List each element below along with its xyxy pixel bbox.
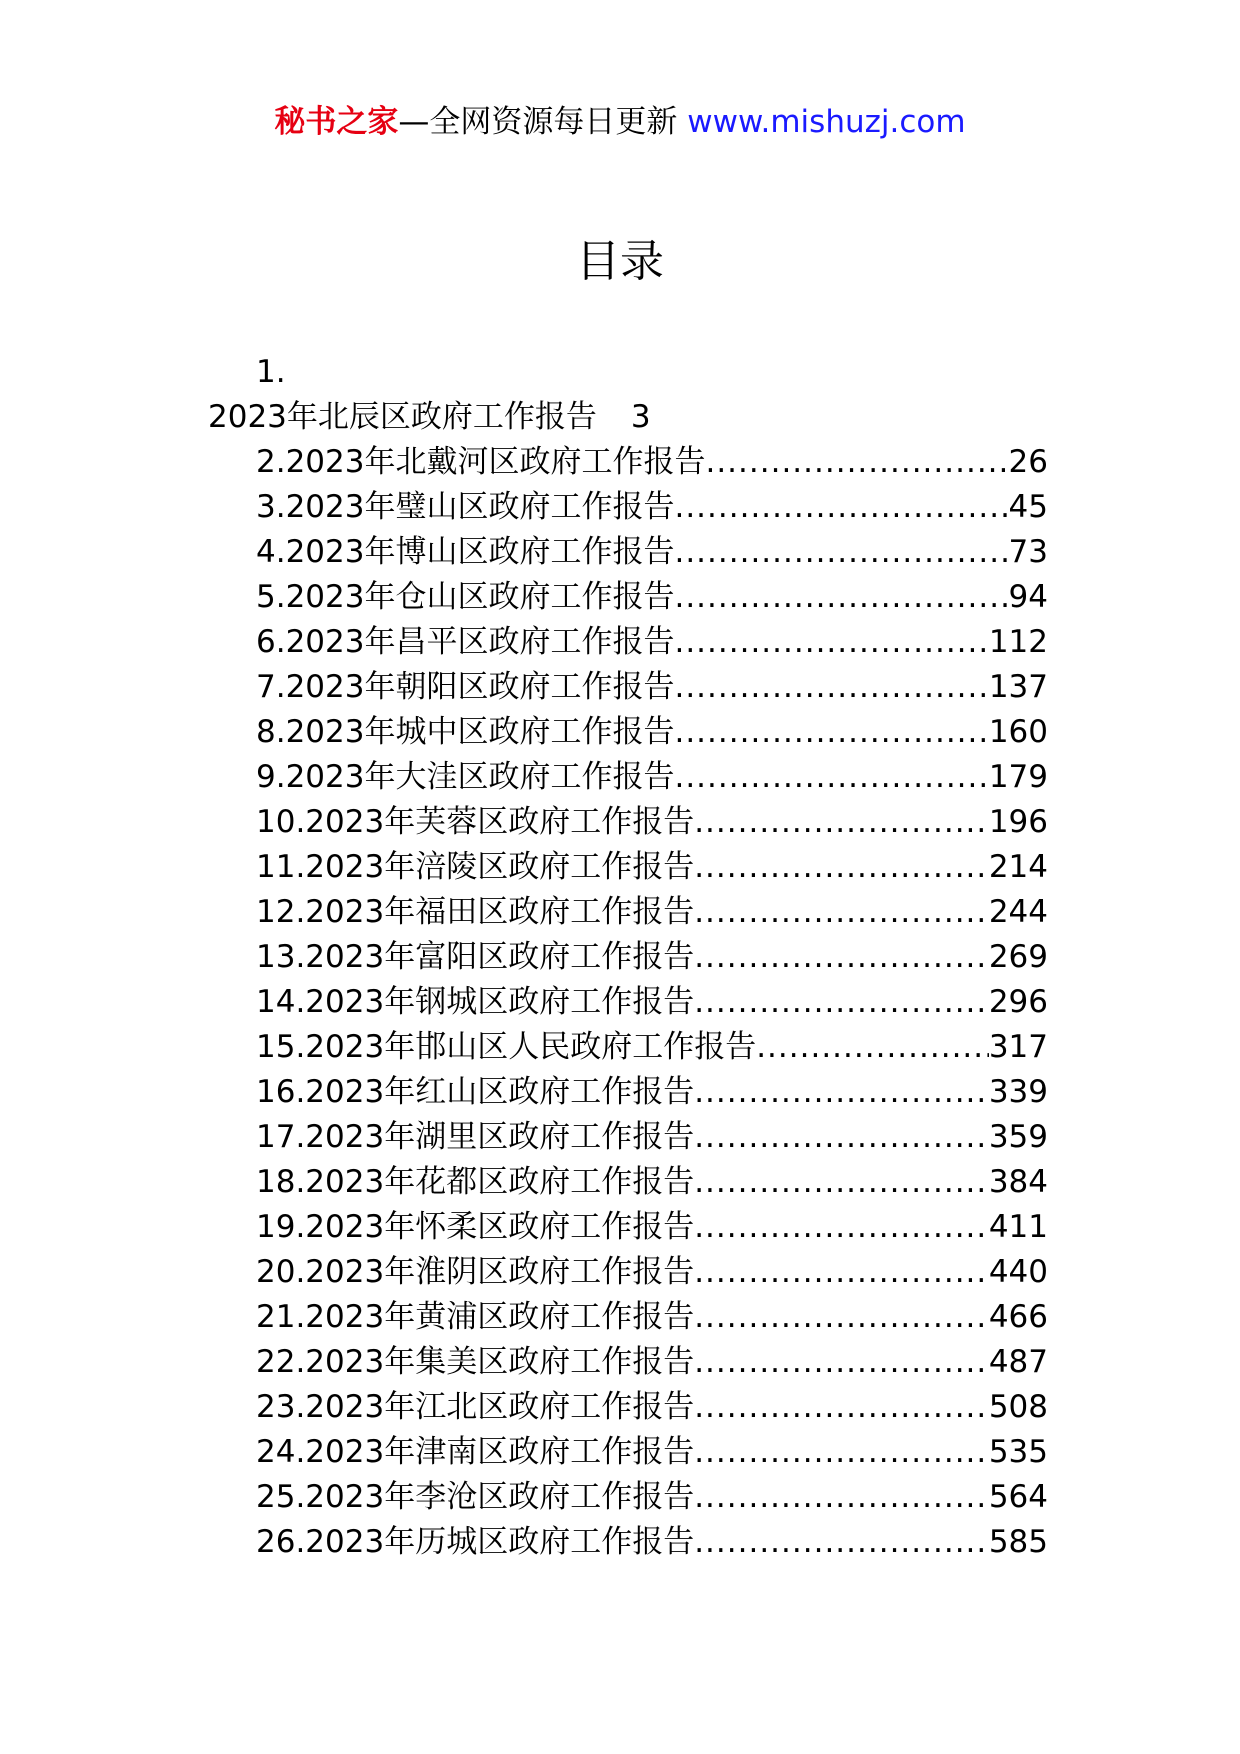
toc-entry-leader-dots: [694, 1295, 989, 1340]
toc-entry-text: 10.2023年芙蓉区政府工作报告: [256, 804, 695, 840]
toc-entry-page: 179: [988, 759, 1048, 795]
toc-entry-1-page: 3: [630, 399, 651, 435]
toc-entry-1-number: 1.: [256, 354, 286, 390]
toc-entry[interactable]: [256, 1070, 1048, 1115]
toc-entry-text: 11.2023年涪陵区政府工作报告: [256, 849, 695, 885]
toc-entry-leader-dots: [694, 1250, 989, 1295]
toc-entry-page: 269: [988, 939, 1048, 975]
toc-entry[interactable]: [256, 935, 1048, 980]
toc-entry-text: 8.2023年城中区政府工作报告: [256, 714, 675, 750]
toc-entry-page: 466: [988, 1299, 1048, 1335]
toc-entry-text: 22.2023年集美区政府工作报告: [256, 1344, 695, 1380]
toc-entry-text: 18.2023年花都区政府工作报告: [256, 1164, 695, 1200]
toc-entry-page: 339: [988, 1074, 1048, 1110]
toc-entry-page: 296: [988, 984, 1048, 1020]
toc-entry-text: 7.2023年朝阳区政府工作报告: [256, 669, 675, 705]
toc-entry[interactable]: [256, 1205, 1048, 1250]
toc-entry[interactable]: [256, 755, 1048, 800]
toc-entry-leader-dots: [705, 440, 1008, 485]
toc-entry-text: 19.2023年怀柔区政府工作报告: [256, 1209, 695, 1245]
toc-entry-page: 508: [988, 1389, 1048, 1425]
toc-entry-leader-dots: [694, 1520, 989, 1565]
toc-entry-text: 3.2023年璧山区政府工作报告: [256, 489, 675, 525]
toc-entry-page: 317: [988, 1029, 1048, 1065]
toc-entry-page: 440: [988, 1254, 1048, 1290]
toc-entry-page: 160: [988, 714, 1048, 750]
toc-entry[interactable]: [256, 800, 1048, 845]
toc-entry-list: [256, 440, 1048, 1565]
toc-entry-text: 13.2023年富阳区政府工作报告: [256, 939, 695, 975]
header-tagline: —全网资源每日更新: [398, 104, 678, 140]
toc-entry-leader-dots: [674, 575, 1008, 620]
toc-entry-leader-dots: [674, 530, 1008, 575]
toc-entry-leader-dots: [674, 710, 988, 755]
toc-entry-text: 14.2023年钢城区政府工作报告: [256, 984, 695, 1020]
toc-entry-page: 196: [988, 804, 1048, 840]
toc-entry-page: 26: [1008, 444, 1048, 480]
toc-entry[interactable]: [256, 1520, 1048, 1565]
toc-entry-text: 9.2023年大洼区政府工作报告: [256, 759, 675, 795]
toc-entry-page: 411: [988, 1209, 1048, 1245]
toc-entry-page: 112: [988, 624, 1048, 660]
toc-entry-text: 25.2023年李沧区政府工作报告: [256, 1479, 695, 1515]
toc-entry[interactable]: [256, 845, 1048, 890]
toc-entry-leader-dots: [674, 485, 1008, 530]
toc-entry-leader-dots: [694, 800, 989, 845]
toc-entry-page: 359: [988, 1119, 1048, 1155]
toc-entry[interactable]: [256, 980, 1048, 1025]
toc-entry-leader-dots: [674, 620, 988, 665]
toc-entry-1[interactable]: [208, 395, 651, 439]
toc-entry-text: 6.2023年昌平区政府工作报告: [256, 624, 675, 660]
toc-entry[interactable]: [256, 1295, 1048, 1340]
toc-entry-leader-dots: [694, 980, 989, 1025]
toc-entry-text: 5.2023年仓山区政府工作报告: [256, 579, 675, 615]
toc-entry-text: 4.2023年博山区政府工作报告: [256, 534, 675, 570]
toc-entry[interactable]: [256, 1340, 1048, 1385]
toc-entry-text: 20.2023年淮阴区政府工作报告: [256, 1254, 695, 1290]
toc-entry[interactable]: [256, 1385, 1048, 1430]
toc-entry-leader-dots: [694, 1340, 989, 1385]
toc-entry-leader-dots: [694, 1385, 989, 1430]
toc-entry[interactable]: [256, 1160, 1048, 1205]
toc-entry[interactable]: [256, 485, 1048, 530]
toc-entry[interactable]: [256, 665, 1048, 710]
toc-entry-text: 26.2023年历城区政府工作报告: [256, 1524, 695, 1560]
toc-entry-text: 15.2023年邯山区人民政府工作报告: [256, 1029, 757, 1065]
toc-entry-page: 73: [1008, 534, 1048, 570]
toc-entry-text: 24.2023年津南区政府工作报告: [256, 1434, 695, 1470]
toc-entry-page: 244: [988, 894, 1048, 930]
toc-entry-leader-dots: [694, 1160, 989, 1205]
toc-entry-leader-dots: [756, 1025, 989, 1070]
toc-entry[interactable]: [256, 1475, 1048, 1520]
page-header: [0, 100, 1240, 144]
toc-entry[interactable]: [256, 440, 1048, 485]
toc-entry-page: 137: [988, 669, 1048, 705]
toc-title: 目录: [576, 236, 664, 287]
toc-entry[interactable]: [256, 890, 1048, 935]
toc-entry[interactable]: [256, 575, 1048, 620]
toc-entry-page: 94: [1008, 579, 1048, 615]
toc-entry-text: 21.2023年黄浦区政府工作报告: [256, 1299, 695, 1335]
toc-entry[interactable]: [256, 1250, 1048, 1295]
toc-entry-leader-dots: [674, 755, 988, 800]
toc-entry-text: 2.2023年北戴河区政府工作报告: [256, 444, 706, 480]
toc-entry-leader-dots: [694, 1205, 989, 1250]
toc-entry-text: 16.2023年红山区政府工作报告: [256, 1074, 695, 1110]
toc-entry-leader-dots: [694, 1115, 989, 1160]
website-link[interactable]: www.mishuzj.com: [687, 104, 966, 140]
toc-entry-1-text: 2023年北辰区政府工作报告: [208, 399, 597, 435]
toc-entry-leader-dots: [674, 665, 988, 710]
toc-entry-page: 45: [1008, 489, 1048, 525]
toc-entry[interactable]: [256, 710, 1048, 755]
toc-entry-page: 487: [988, 1344, 1048, 1380]
toc-entry-page: 564: [988, 1479, 1048, 1515]
toc-entry[interactable]: [256, 1430, 1048, 1475]
brand-name: 秘书之家: [274, 104, 399, 140]
toc-entry-leader-dots: [694, 1475, 989, 1520]
toc-entry[interactable]: [256, 1025, 1048, 1070]
toc-entry-leader-dots: [694, 1430, 989, 1475]
toc-entry[interactable]: [256, 530, 1048, 575]
toc-entry-leader-dots: [694, 890, 989, 935]
toc-entry-leader-dots: [694, 1070, 989, 1115]
toc-entry-text: 12.2023年福田区政府工作报告: [256, 894, 695, 930]
toc-entry-page: 535: [988, 1434, 1048, 1470]
toc-entry[interactable]: [256, 1115, 1048, 1160]
toc-entry-leader-dots: [694, 935, 989, 980]
toc-entry-text: 23.2023年江北区政府工作报告: [256, 1389, 695, 1425]
toc-entry-page: 214: [988, 849, 1048, 885]
toc-entry-leader-dots: [694, 845, 989, 890]
toc-entry[interactable]: [256, 620, 1048, 665]
toc-entry-text: 17.2023年湖里区政府工作报告: [256, 1119, 695, 1155]
toc-entry-page: 585: [988, 1524, 1048, 1560]
toc-entry-page: 384: [988, 1164, 1048, 1200]
